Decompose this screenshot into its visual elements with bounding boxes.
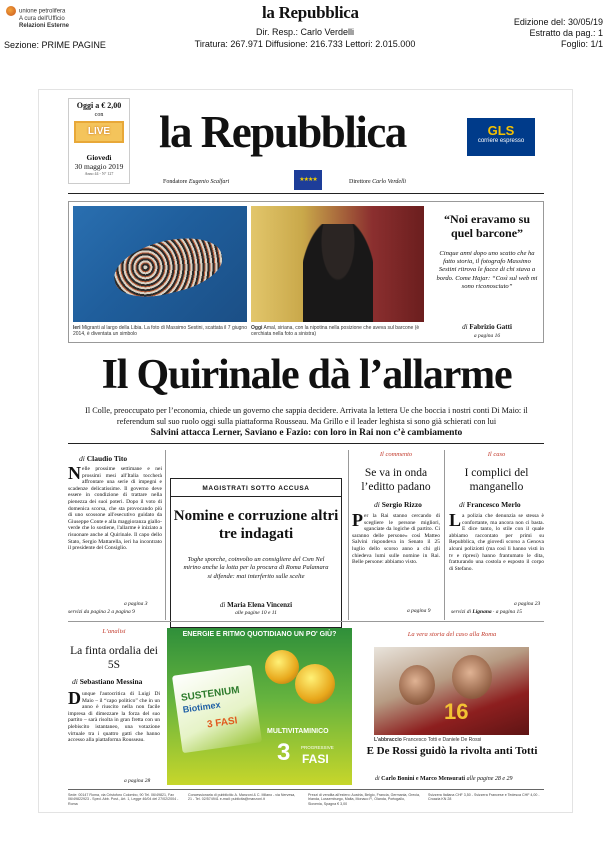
photo-story-page: a pagina 16: [473, 333, 501, 339]
sustenium-ad[interactable]: ENERGIE E RITMO QUOTIDIANO UN PO' GIÙ? SUSTENIUM Biotimex 3 FASI MULTIVITAMINICO 3 PROGRESSIVE FASI: [167, 628, 352, 785]
commento-page: a pagina 9: [407, 608, 431, 614]
shirt-number: 16: [444, 699, 469, 724]
main-headline: Il Quirinale dà l’allarme: [101, 352, 512, 398]
headline-rule: [68, 443, 544, 444]
analisi-label: L’analisi: [102, 628, 126, 635]
clipping-header: [0, 0, 609, 56]
ad-headline: ENERGIE E RITMO QUOTIDIANO UN PO' GIÙ?: [182, 631, 337, 638]
section-label: Sezione: PRIME PAGINE: [4, 40, 106, 50]
analisi-page: a pagina 28: [124, 778, 151, 784]
photo-story-author: di Fabrizio Gatti: [462, 323, 512, 331]
director-line: Dir. Resp.: Carlo Verdelli: [255, 27, 355, 37]
source-title: la Repubblica: [262, 3, 359, 22]
boxed-author: di Maria Elena Vincenzi: [219, 601, 293, 609]
sport-byline: di Carlo Bonini e Marco Mensurati alle pagine 28 e 29: [375, 776, 513, 782]
service-logo-icon: [6, 6, 16, 16]
pill-icon: [265, 650, 299, 684]
boxed-text: Toghe sporche, coinvolto un consigliere del Csm Nel mirino anche la lotta per la procura di Roma Palamara si difende: mai interferito sulle scelte: [183, 556, 329, 580]
product-box: SUSTENIUM Biotimex 3 FASI: [172, 665, 262, 753]
woman-child-figure: [303, 224, 373, 322]
col1-text: Nelle prossime settimane e nei prossimi mesi all'Italia toccherà affrontare una serie di impegni e scadenze delicatissime. Il governo deve essere in condizione di trattare nella pienezza dei suoi poteri. Dopo il voto di domenica scorsa, che sta provocando più di uno scossone all'esecutivo guidato da Giuseppe Conte e alla maggioranza giallo-verde che lo sostiene, l'allarme è iniziato a risuonare anche al Quirinale. Il capo dello Stato, Sergio Mattarella, ieri ha incontrato il presidente del Consiglio.: [68, 463, 162, 552]
founder-line: Fondatore Eugenio Scalfari: [163, 179, 230, 185]
totti-derossi-photo: [374, 647, 529, 735]
commento-label: Il commento: [379, 451, 413, 458]
commento-text: Per la Rai stanno cercando di scegliere le persone migliori, sganciate da logiche di partito. Ci saranno delle persone» così Matteo Salvini rispondeva in Senato il 25 luglio dello scorso anno a chi gli chiedeva lumi sulle nomine in Rai. Belle persone: abbiamo visto.: [352, 510, 440, 566]
sport-title: E De Rossi guidò la rivolta anti Totti: [366, 745, 538, 757]
analisi-title: La finta ordalia dei 5S: [70, 645, 158, 671]
caso-page: a pagina 23: [514, 601, 541, 607]
col1-page: a pagina 3: [124, 601, 148, 607]
circulation-stats: Tiratura: 267.971 Diffusione: 216.733 Lettori: 2.015.000: [194, 39, 416, 49]
masthead: la Repubblica: [159, 107, 406, 157]
boxed-tag-rule: [171, 496, 341, 497]
player-head: [399, 665, 435, 705]
service-logo: unione petrolifera A cura dell'Ufficio Relazioni Esterne: [6, 6, 69, 30]
gls-ad: GLS corriere espresso: [467, 118, 535, 156]
director-credit: Direttore Carlo Verdelli: [349, 179, 407, 185]
caso-services: servizi di Lignana · a pagina 15: [451, 609, 523, 615]
caso-title: I complici del manganello: [464, 467, 529, 493]
live-badge: LIVE: [74, 121, 124, 143]
col1-services: servizi da pagina 2 a pagina 9: [68, 609, 135, 615]
section-rule: [68, 621, 544, 622]
player-head: [452, 655, 492, 699]
commento-byline: di Sergio Rizzo: [374, 500, 422, 509]
edition-info: Edizione del: 30/05/19 Estratto da pag.: 1 Foglio: 1/1: [513, 17, 603, 49]
price-ear: Oggi a € 2,00 con LIVE Giovedì 30 maggio 2019 Anno 44 - N° 127: [68, 98, 130, 184]
main-kicker: Salvini attacca Lerner, Saviano e Fazio: con loro in Rai non c’è cambiamento: [150, 428, 463, 438]
photo-feature: [68, 201, 544, 343]
page-footer: Sede: 00147 Roma, via Cristoforo Colombo, 90 Tel. 06/49821, Fax 06/49822923 - Sped. Abb. Post., Art. 1, Legge 46/04 del 27/02/2004 - Roma Concessionaria di pubblicità: A. Manzoni & C. Milano - via Nervesa, 21 - Tel. 02/574941 e-mail: publicita@manzoni.it Prezzi di vendita all'estero: Austria, Belgio, Francia, Germania, Grecia, Irlanda, Lussemburgo, Malta, Monaco P., Olanda, Portogallo, Slovenia, Spagna € 3,00 Svizzera Italiana CHF 3,50 - Svizzera Francese e Tedesca CHF 4,00 - Croazia KN 28: [68, 789, 544, 807]
boxed-story: [170, 478, 342, 628]
col1-byline: di Claudio Tito: [79, 454, 128, 463]
divider: [348, 450, 349, 620]
photo-story-title: “Noi eravamo su quel barcone”: [444, 212, 530, 240]
analisi-byline: di Sebastiano Messina: [72, 677, 143, 686]
photo2-caption: Oggi Amal, siriana, con la nipotina nella posizione che aveva sul barcone (è cerchiata nella foto a sinistra): [251, 325, 420, 337]
boxed-title: Nomine e corruzione altri tre indagati: [173, 508, 339, 542]
migrant-boat-photo: [73, 206, 247, 322]
eu-flag-icon: ★★★★: [294, 170, 322, 190]
front-page: [38, 89, 573, 813]
divider: [165, 450, 166, 620]
caso-byline: di Francesco Merlo: [459, 500, 521, 509]
portrait-photo: [251, 206, 424, 322]
caso-text: La polizia che denunzia se stessa è confortante, ma ancora non ci basta. E dice tanto, lo stile con il quale abbiamo raccontato per primi su Repubblica, che giovedì scorso a Genova alcuni poliziotti (ma così li hanno visti in tv e ripresi) hanno frantumato le dita, fratturando una costola e esposto il corpo di Stefano.: [449, 510, 544, 572]
photo-story-text: Cinque anni dopo uno scatto che ha fatto storia, il fotografo Massimo Sestini ritrova le facce di chi stava a bordo. Come Hajar: “Così sul web mi sono riconosciuto”: [436, 250, 538, 290]
caso-label: Il caso: [487, 451, 506, 458]
boat-shape: [108, 228, 227, 305]
sport-label: La vera storia del caso alla Roma: [407, 631, 497, 638]
divider: [444, 450, 445, 620]
boxed-page: alle pagine 10 e 11: [235, 610, 277, 616]
sport-caption: L’abbraccio Francesco Totti e Daniele De Rossi: [374, 737, 482, 743]
main-subhead: Il Colle, preoccupato per l’economia, chiede un governo che sappia decidere. Arrivata la lettera Ue che boccia i nostri conti Di Maio: il referendum sul suo ruolo oggi sulla piattaforma Rousseau. Ma Grillo e il leader leghista si sono già schierati con lui: [85, 406, 528, 426]
pill-icon: [295, 664, 335, 704]
analisi-text: Dunque l'autocritica di Luigi Di Maio – il “capo politico” che in un anno è riuscito nella non facile impresa di dimezzare la forza del suo partito – sarà risolta in gran fretta con un plebiscito istantaneo, una votazione virtuale tra i quattro gatti che hanno accesso alla piattaforma Rousseau.: [68, 688, 160, 744]
masthead-rule: [68, 193, 544, 194]
photo1-caption: Ieri Migranti al largo della Libia. La foto di Massimo Sestini, scattata il 7 giugno 2014, è diventata un simbolo: [73, 325, 247, 337]
boxed-tag: MAGISTRATI SOTTO ACCUSA: [202, 485, 310, 492]
commento-title: Se va in onda l’editto padano: [361, 467, 431, 493]
